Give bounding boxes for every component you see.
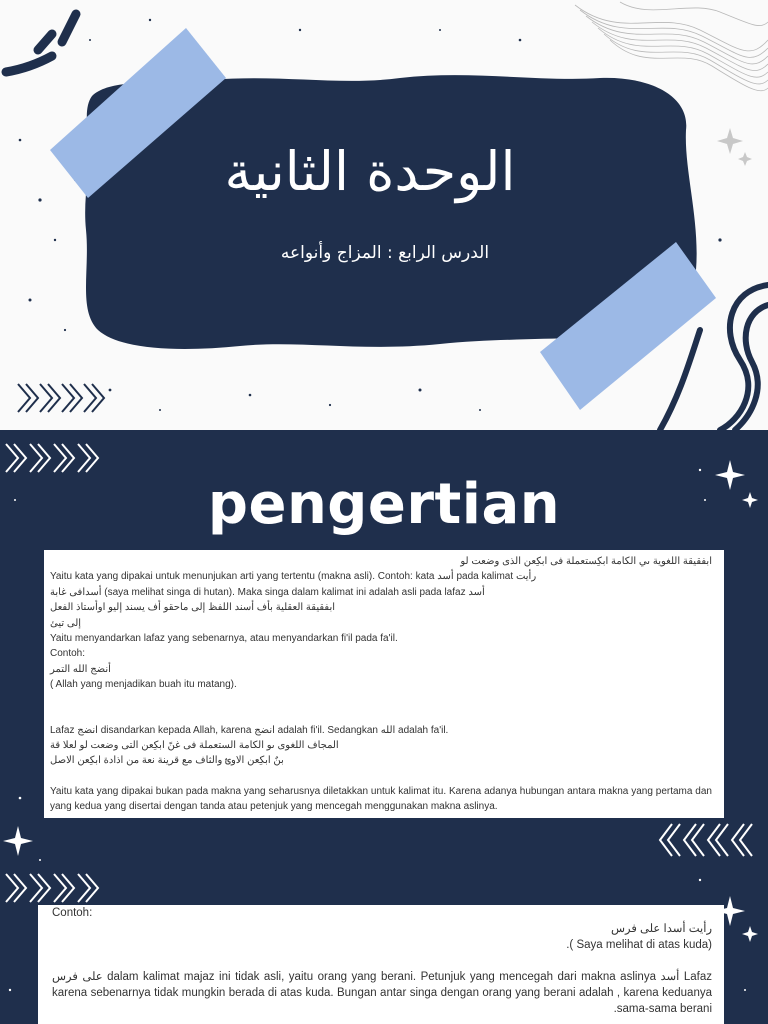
slide1-decorations xyxy=(0,0,768,430)
chevrons-icon xyxy=(18,384,104,412)
example-label: Contoh: xyxy=(52,907,93,919)
sparkle-icon xyxy=(717,128,752,166)
brush-strokes-icon xyxy=(6,14,76,72)
wave-lines-icon xyxy=(575,2,768,91)
example-explanation: Lafaz أسد dalam kalimat majaz ini tidak asli, yaitu orang yang berani. Petunjuk yang mencegah dari makna aslinya على فرس karena sebenarnya tidak mungkin berada di atas kuda. Bungan antar singa dengan orang yang berani adalah , karena keduanya sama-sama berani. xyxy=(52,971,712,1015)
example-label: Contoh: xyxy=(50,648,86,660)
example-arabic: أنضج الله التمر xyxy=(50,663,111,675)
example-card xyxy=(38,905,724,1024)
section-heading: pengertian xyxy=(207,472,561,537)
example-arabic: رأيت أسدا على فرس xyxy=(610,923,712,935)
title-slide xyxy=(0,0,768,430)
arabic-definition-3: إلى تيئ xyxy=(50,617,82,629)
arabic-definition-2: ابفقيقة العقلية بأف أسند اللفظ إلى ماحقو أف يسند إليو اوأستاذ الفعل xyxy=(50,602,336,614)
example-translation: (Saya melihat di atas kuda ). xyxy=(566,939,712,951)
arabic-majaz-definition-1: المجاف اللغوى ىو الكامة الستعملة فى غنً ابكِعن التى وضعت لو لعلا قة xyxy=(50,740,339,752)
definition-card xyxy=(44,550,724,818)
chevrons-left-icon xyxy=(660,824,752,856)
example-translation: ( Allah yang menjadikan buah itu matang). xyxy=(50,679,237,691)
explanation-text: Lafaz انضج disandarkan kepada Allah, karena انضج adalah fi'il. Sedangkan الله adalah fa'il. xyxy=(50,724,449,736)
content-slide xyxy=(0,430,768,1024)
slide-subtitle: الدرس الرابع : المزاج وأنواعه xyxy=(280,243,490,263)
definition-text-1: Yaitu kata yang dipakai untuk menunjukan arti yang tertentu (makna asli). Contoh: kata أسد pada kalimat رأيت xyxy=(50,571,537,583)
definition-text-3: Yaitu menyandarkan lafaz yang sebenarnya, atau menyandarkan fi'il pada fa'il. xyxy=(50,633,398,645)
majaz-definition-text: Yaitu kata yang dipakai bukan pada makna yang seharusnya diletakkan untuk kalimat itu. Karena adanya hubungan antara makna yang pertama dan yang kedua yang disertai dengan tanda atau petenjuk yang mencegah menggunakan makna aslinya. xyxy=(50,785,712,813)
arabic-definition-1: ابفقيقة اللغوية ىي الكامة ابكِستعملة فى ابكِعن الذى وضعت لو xyxy=(460,556,712,567)
arabic-majaz-definition-2: بنٌ ابكِعن الاوؿ والثاف مع قرينة نعة من اذادة ابكِعن الاصل xyxy=(50,755,284,767)
chevrons-icon xyxy=(6,444,98,472)
slide-title: الوحدة الثانية xyxy=(224,140,516,203)
chevrons-icon xyxy=(6,874,98,902)
definition-text-2: أسدافى غابة (saya melihat singa di hutan). Maka singa dalam kalimat ini adalah asli pada lafaz أسد xyxy=(50,586,485,598)
